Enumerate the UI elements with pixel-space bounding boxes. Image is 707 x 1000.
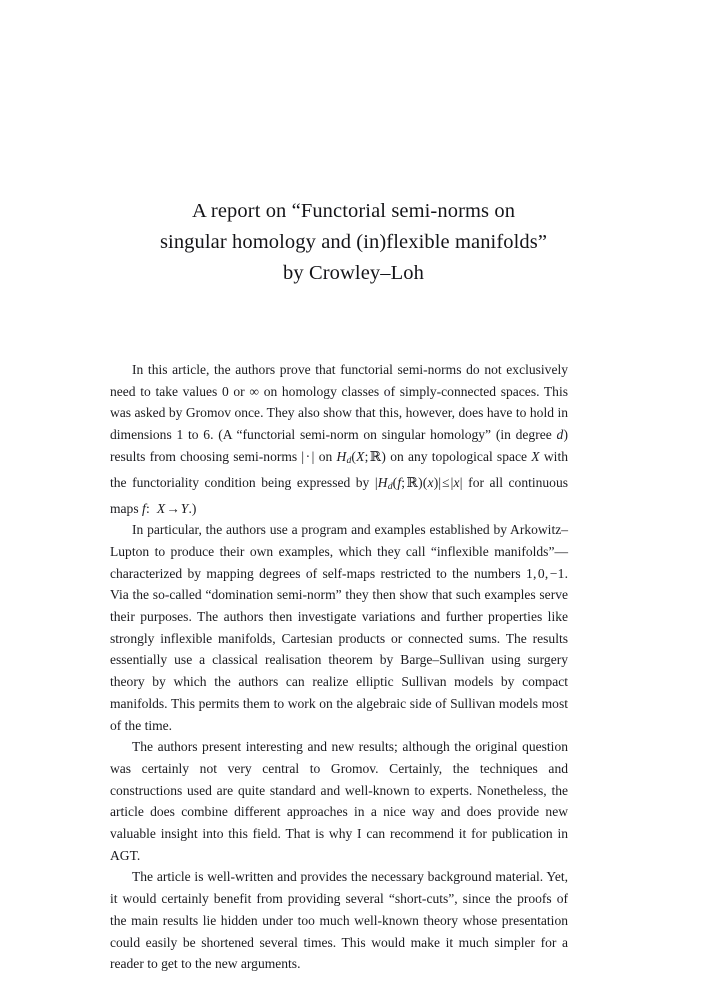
- paragraph-3: [110, 736, 568, 866]
- paragraph-1-part-b: ) results from choosing semi-norms: [110, 427, 568, 464]
- page-title: [80, 196, 627, 289]
- math-functoriality-inequality: $|H_d(f$; ℝ)(x)|≤|x|: [374, 474, 463, 492]
- title-line-3: by Crowley–Loh: [283, 262, 424, 284]
- paragraph-2: [110, 519, 568, 736]
- math-homology-hd-x-r: $H_d(X$; ℝ): [336, 448, 387, 466]
- math-seminorm-bars: | · |: [301, 448, 315, 464]
- title-line-1: A report on “Functorial semi-norms on: [191, 200, 516, 222]
- paragraph-1-part-g: .): [188, 500, 197, 516]
- paragraph-2-part-a: In particular, the authors use a program and examples established by Arkowitz–Lupton to produce their own examples, which they call “inflexible manifolds”—characterized by mapping degrees of self-maps restricted to the numbers: [110, 522, 568, 581]
- paragraph-4-text: The article is well-written and provides the necessary background material. Yet, it would certainly benefit from providing several “short-cuts”, since the proofs of the main results lie hidden under too much well-known theory whose presentation could easily be shortened several times. This would make it much simpler for a reader to get to the new arguments.: [110, 869, 568, 972]
- math-map-f-x-to-y: f: X→Y: [141, 500, 189, 516]
- paragraph-1-part-c: on: [314, 448, 337, 464]
- paragraph-4: [110, 866, 568, 975]
- paragraph-1-part-e: with the functoriality condition being expressed by: [110, 448, 568, 490]
- math-space-x: X: [531, 448, 540, 464]
- document-body: [110, 359, 568, 975]
- math-degree-d: d: [556, 427, 564, 443]
- paragraph-3-text: The authors present interesting and new results; although the original question was certainly not very central to Gromov. Certainly, the techniques and constructions used are quite standard and well-known to experts. Nonetheless, the article does combine different approaches in a nice way and does provide new valuable insight into this field. That is why I can recommend it for publication in AGT.: [110, 739, 568, 863]
- title-line-2: singular homology and (in)flexible manifolds”: [159, 231, 548, 253]
- math-degrees-one-zero-minus-one: 1, 0, −1: [526, 565, 565, 581]
- paragraph-1-part-f: for all continuous maps: [110, 474, 569, 516]
- paragraph-2-part-b: . Via the so-called “domination semi-norm” they then show that such examples serve their purposes. The authors then investigate variations and further properties like strongly inflexible manifolds, Cartesian products or connected sums. The results essentially use a classical realisation theorem by Barge–Sullivan using surgery theory by which the authors can realize elliptic Sullivan models by compact manifolds. This permits them to work on the algebraic side of Sullivan models most of the time.: [110, 565, 568, 733]
- paragraph-1-part-d: on any topological space: [386, 448, 532, 464]
- paragraph-1-part-a: In this article, the authors prove that functorial semi-norms do not exclusively need to take values 0 or ∞ on homology classes of simply-connected spaces. This was asked by Gromov once. They also show that this, however, does have to hold in dimensions 1 to 6. (A “functorial semi-norm on singular homology” (in degree: [110, 362, 568, 443]
- paragraph-1: [110, 359, 568, 519]
